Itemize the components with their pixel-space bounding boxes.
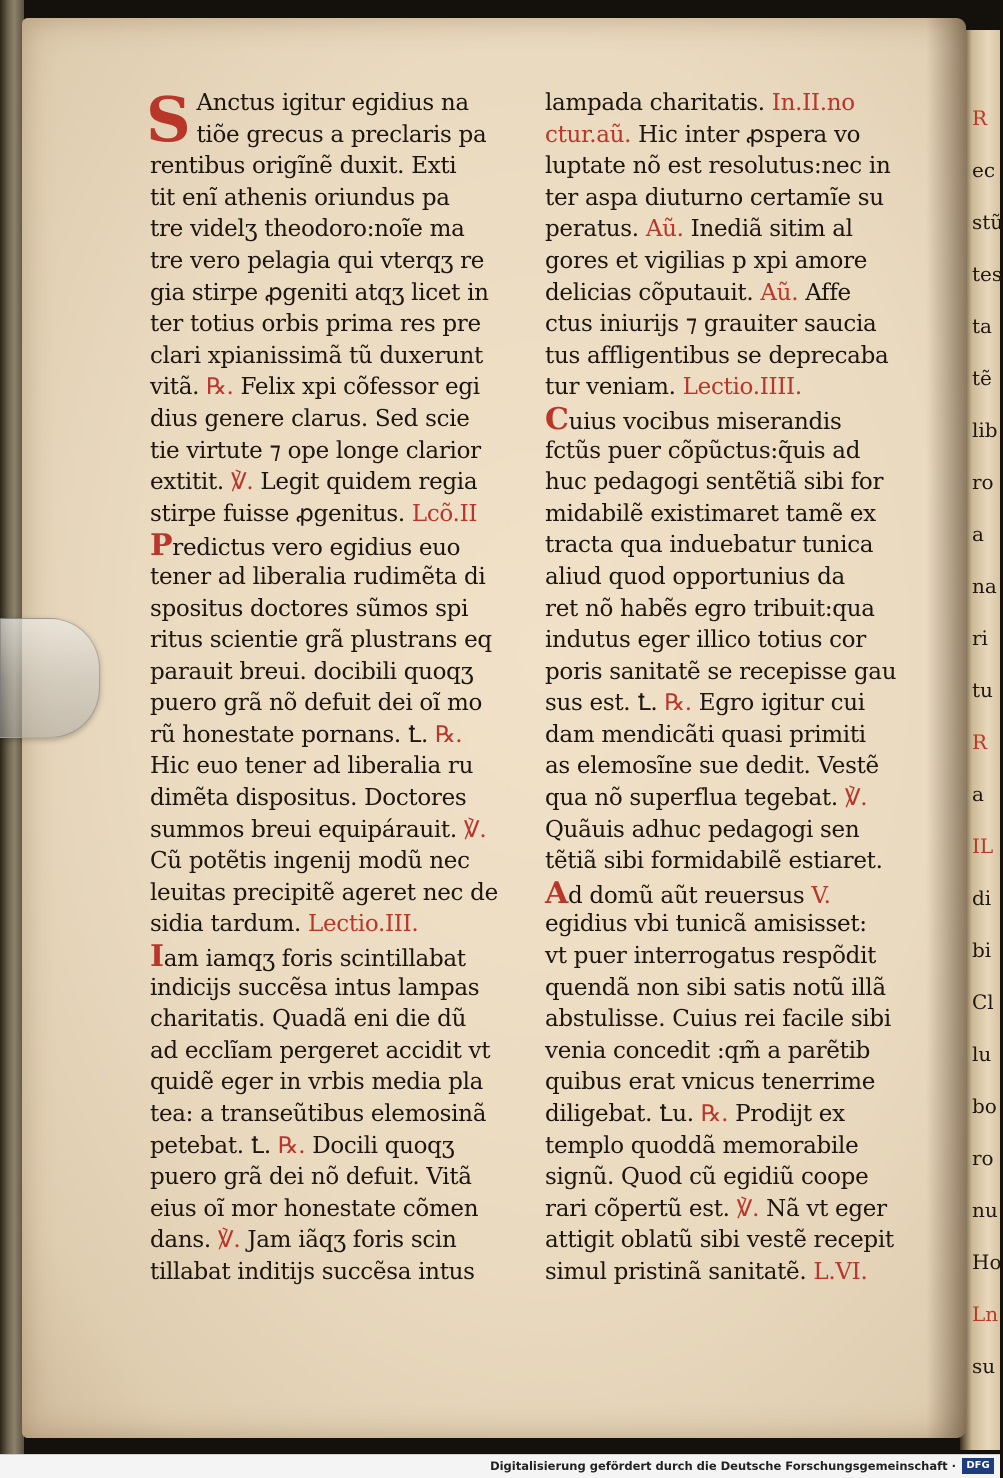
body-text: luptate nõ est resolutus:nec in [545,153,891,180]
facing-page-fragment: bi [972,938,992,962]
body-text: vitã. [150,374,200,401]
body-text: as elemosĩne sue dedit. Vestẽ [545,753,879,780]
text-line [545,720,923,752]
rubric-text: ℞. [270,1132,306,1159]
text-line [150,720,528,752]
rubricated-initial: A [545,875,568,911]
body-text: templo quoddã memorabile [545,1132,859,1159]
body-text: puero grã dei nõ defuit. Vitã [150,1164,472,1191]
rubric-text: ℣. [210,1227,241,1254]
rubric-text: ℞. [199,374,234,401]
text-line [150,1067,528,1099]
footer-bar [0,1454,1000,1478]
rubricated-initial: C [545,401,569,437]
rubric-text: Aũ. [753,279,799,306]
facing-page-fragment: a [972,782,984,806]
body-text: venia concedit :qm̃ a parẽtib [545,1037,871,1064]
facing-page-fragment: nu [972,1198,998,1222]
body-text: tre vero pelagia qui vterqʒ re [150,247,485,274]
rubric-text: V. [804,882,831,909]
text-line [545,562,923,594]
text-line [545,1225,923,1257]
body-text: parauit breui. docibili quoqʒ [150,658,474,685]
facing-page-fragment: Ho [972,1250,1002,1274]
text-line [545,309,923,341]
body-text: egidius vbi tunicã amisisset: [545,911,867,938]
text-line [545,1036,923,1068]
text-line [150,530,528,562]
body-text: ter totius orbis prima res pre [150,311,481,338]
body-text: redictus vero egidius euo [172,535,461,562]
text-line [545,88,923,120]
text-line [545,783,923,815]
text-line [150,657,528,689]
text-line [150,151,528,183]
body-text: tea: a transeũtibus elemosinã [150,1101,487,1127]
body-text: rũ honestate pornans. [150,721,401,748]
text-line [545,973,923,1005]
text-line [150,562,528,594]
rubric-text: Aũ. [638,216,684,243]
body-text: rentibus origĩnẽ duxit. Exti [150,153,457,180]
text-line [545,815,923,847]
body-text: summos breui equipárauit. [150,816,457,843]
text-line [150,499,528,531]
body-text: lampada charitatis. [545,90,765,116]
text-line [545,1194,923,1226]
body-text: dans. [150,1227,211,1254]
rubric-text: Lcõ.II [404,500,478,527]
text-line [150,1225,528,1257]
text-line [150,846,528,878]
body-text: tẽtiã sibi formidabilẽ estiaret. [545,848,883,875]
text-line [150,214,528,246]
body-text: clari xpianissimã tũ duxerunt [150,342,483,369]
body-text: ret nõ habẽs egro tribuit:qua [545,595,875,622]
text-line [150,594,528,626]
body-text: fctũs puer cõpũctus:q̃uis ad [545,437,861,464]
body-text: vt puer interrogatus respõdit [545,943,877,970]
body-text: Inediã sitim al [683,216,853,243]
body-text: tiõe grecus a preclaris pa [196,121,487,148]
body-text: midabilẽ existimaret tamẽ ex [545,500,876,527]
facing-page-fragment: na [972,574,997,598]
body-text: diligebat. [545,1101,653,1127]
body-text: stirpe fuisse ꝓgenitus. [150,500,405,527]
body-text: abstulisse. Cuius rei facile sibi [545,1006,891,1033]
facing-page-fragment: tẽ [972,366,992,390]
body-text: charitatis. Quadã eni die dũ [150,1006,467,1033]
facing-page-edge [960,30,1003,1450]
body-text: Quãuis adhuc pedagogi sen [545,816,860,843]
text-line [150,1099,528,1131]
text-line [150,878,528,910]
text-line [545,1067,923,1099]
body-text: Ꝉ. [400,721,428,748]
body-text: Hic inter ꝓspera vo [631,121,861,148]
text-line [545,120,923,152]
body-text: quendã non sibi satis notũ illã [545,974,886,1001]
text-line [545,1257,923,1289]
text-line [545,436,923,468]
text-line [545,846,923,878]
text-line [150,1162,528,1194]
text-column-right [545,88,923,1289]
body-text: dam mendicãti quasi primiti [545,721,866,748]
rubric-text: ℞. [427,721,463,748]
body-text: ctus iniurijs ⁊ grauiter saucia [545,311,877,338]
text-line [545,151,923,183]
body-text: extitit. [150,469,224,496]
rubric-text: Lectio.III. [300,911,419,938]
rubric-text: ℞. [657,690,692,717]
body-text: tit enĩ athenis oriundus pa [150,184,450,211]
body-text: tillabat inditijs succẽsa intus [150,1258,475,1285]
rubricated-initial: I [150,939,164,975]
text-line [150,120,528,152]
text-line [545,909,923,941]
facing-page-fragment: su [972,1354,996,1378]
body-text: Docili quoqʒ [305,1132,455,1159]
facing-page-fragment: lu [972,1042,992,1066]
body-text: delicias cõputauit. [545,279,754,306]
body-text: spositus doctores sũmos spi [150,595,469,622]
facing-page-fragment: R [972,730,988,754]
text-line [545,751,923,783]
text-line [150,341,528,373]
text-line [150,404,528,436]
facing-page-fragment: tu [972,678,993,702]
body-text: leuitas precipitẽ ageret nec de [150,879,498,906]
body-text: tie virtute ⁊ ope longe clarior [150,437,481,464]
text-line [545,467,923,499]
text-line [150,1194,528,1226]
body-text: Legit quidem regia [253,469,478,496]
body-text: rari cõpertũ est. [545,1195,730,1222]
text-line [150,1131,528,1163]
facing-page-fragment: R [972,106,988,130]
text-line [545,1131,923,1163]
text-line [545,530,923,562]
text-line [545,688,923,720]
facing-page-fragment: ro [972,470,994,494]
body-text: d domũ aũt reuersus [567,882,805,909]
text-line [545,372,923,404]
body-text: ter aspa diuturno certamĩe su [545,184,884,211]
body-text: attigit oblatũ sibi vestẽ recepit [545,1227,894,1254]
facing-page-fragment: Ln [972,1302,999,1326]
body-text: gores et vigilias p xpi amore [545,247,868,274]
rubric-text: ctur.aũ. [545,121,632,148]
body-text: quidẽ eger in vrbis media pla [150,1069,484,1096]
body-text: Jam iãqʒ foris scin [240,1227,457,1254]
text-line [545,594,923,626]
body-text: sus est. [545,690,631,717]
text-line [150,1036,528,1068]
facing-page-fragment: bo [972,1094,997,1118]
text-line [545,278,923,310]
text-line [150,973,528,1005]
body-text: huc pedagogi sentẽtiã sibi for [545,469,884,496]
facing-page-fragment: a [972,522,984,546]
text-line [545,183,923,215]
rubric-text: ℞. [693,1101,729,1127]
facing-page-fragment: di [972,886,992,910]
body-text: Nã vt eger [759,1195,887,1222]
text-line [150,183,528,215]
facing-page-fragment: ri [972,626,988,650]
body-text: indicijs succẽsa intus lampas [150,974,480,1001]
body-text: ritus scientie grã plustrans eq [150,627,492,654]
text-line [150,1257,528,1289]
text-line [545,625,923,657]
body-text: dius genere clarus. Sed scie [150,405,470,432]
facing-page-fragment: ec [972,158,996,182]
body-text: indutus eger illico totius cor [545,627,866,654]
body-text: Ꝉ. [243,1132,271,1159]
text-line [150,467,528,499]
facing-page-fragment: lib [972,418,998,442]
facing-page-fragment: Cl [972,990,994,1014]
footer-credit: Digitalisierung gefördert durch die Deutsche Forschungsgemeinschaft · [490,1459,956,1473]
text-line [545,875,923,911]
body-text: tus affligentibus se deprecaba [545,342,889,369]
rubric-text: In.II.no [764,90,855,116]
text-line [545,499,923,531]
rubric-text: ℣. [837,785,868,812]
rubric-text: L.VI. [806,1258,868,1285]
text-line [150,751,528,783]
body-text: qua nõ superflua tegebat. [545,785,838,812]
text-line [545,401,923,437]
body-text: Affe [798,279,851,306]
text-line [150,625,528,657]
rubric-text: ℣. [223,469,254,496]
text-line [150,909,528,941]
text-line [545,1099,923,1131]
body-text: eius oĩ mor honestate cõmen [150,1195,479,1222]
text-line [150,278,528,310]
body-text: Ꝉ. [630,690,658,717]
text-line [150,372,528,404]
body-text: tracta qua induebatur tunica [545,532,874,559]
text-line [545,246,923,278]
text-line [150,436,528,468]
body-text: sidia tardum. [150,911,301,938]
facing-page-fragment: IL [972,834,994,858]
body-text: Hic euo tener ad liberalia ru [150,753,474,780]
text-line [150,941,528,973]
facing-page-fragment: stũ [972,210,1003,234]
text-line [545,941,923,973]
body-text: puero grã nõ defuit dei oĩ mo [150,690,483,717]
text-line [150,815,528,847]
body-text: Prodijt ex [728,1101,845,1127]
rubric-text: ℣. [729,1195,760,1222]
body-text: aliud quod opportunius da [545,563,845,590]
text-line [150,309,528,341]
facing-page-fragment: ro [972,1146,994,1170]
text-line [150,688,528,720]
body-text: ad ecclĩam pergeret accidit vt [150,1037,491,1064]
body-text: Felix xpi cõfessor egi [233,374,480,401]
text-column-left [146,83,528,1289]
rubricated-initial: S [146,83,191,156]
dfg-logo: DFG [962,1458,994,1474]
body-text: Egro igitur cui [691,690,865,717]
body-text: tre videlʒ theodoro:noĩe ma [150,216,465,243]
body-text: tur veniam. [545,374,676,401]
body-text: signũ. Quod cũ egidiũ coope [545,1164,869,1191]
body-text: gia stirpe ꝓgeniti atqʒ licet in [150,279,489,306]
body-text: Anctus igitur egidius na [196,90,469,116]
body-text: Ꝉu. [652,1101,694,1127]
rubric-text: Lectio.IIII. [675,374,802,401]
text-line [545,657,923,689]
text-line [545,341,923,373]
body-text: simul pristinã sanitatẽ. [545,1258,807,1285]
body-text: Cũ potẽtis ingenij modũ nec [150,848,470,875]
body-text: peratus. [545,216,639,243]
text-line [150,1004,528,1036]
body-text: tener ad liberalia rudimẽta di [150,563,486,590]
body-text: poris sanitatẽ se recepisse gau [545,658,897,685]
facing-page-fragment: tes [972,262,1003,286]
gutter-shadow [926,18,966,1438]
body-text: petebat. [150,1132,244,1159]
body-text: am iamqʒ foris scintillabat [163,946,466,973]
body-text: dimẽta dispositus. Doctores [150,785,467,812]
rubricated-initial: P [150,528,173,564]
text-line [545,214,923,246]
text-line [150,246,528,278]
text-line [150,783,528,815]
body-text: quibus erat vnicus tenerrime [545,1069,876,1096]
body-text: uius vocibus miserandis [568,408,842,435]
text-line [545,1004,923,1036]
facing-page-fragment: ta [972,314,992,338]
rubric-text: ℣. [456,816,487,843]
page-clip [0,618,100,738]
text-line [545,1162,923,1194]
